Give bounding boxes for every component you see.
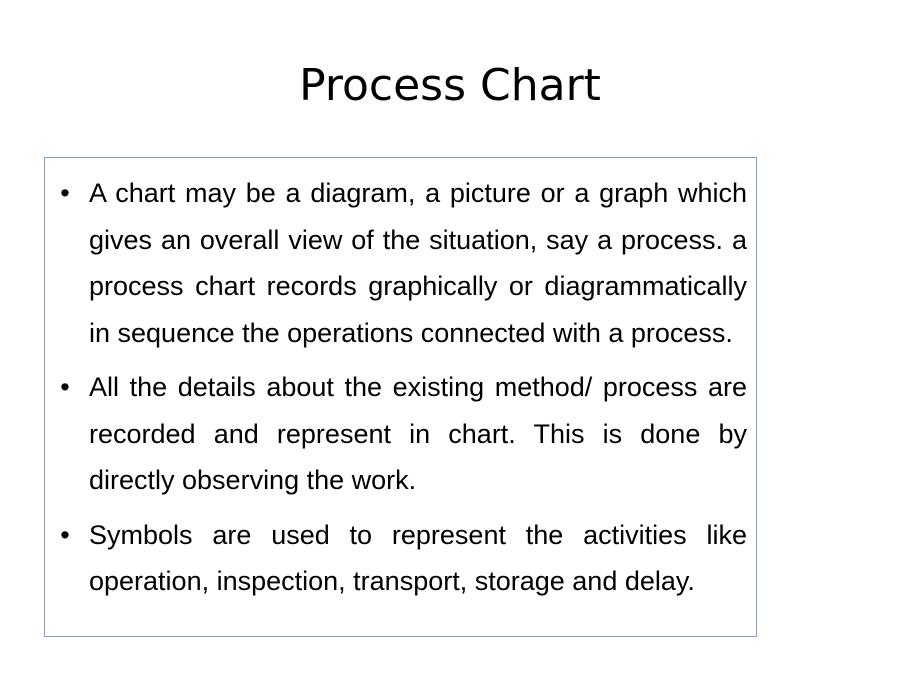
content-box[interactable] (44, 157, 757, 637)
slide-title: Process Chart (299, 60, 601, 111)
bullet-item-2 (45, 364, 756, 504)
bullet-text: A chart may be a diagram, a picture or a graph which gives an overall view of the situation, say a process. a process chart records graphically or diagrammatically in sequence the operations connected with a process. (89, 178, 747, 348)
bullet-item-3 (45, 512, 756, 605)
bullet-dot-icon: • (60, 519, 70, 550)
bullet-dot-icon: • (60, 178, 70, 208)
bullet-text: Symbols are used to represent the activities like operation, inspection, transport, storage and delay. (89, 519, 747, 596)
bullet-item-1 (45, 170, 756, 356)
bullet-text: All the details about the existing method/ process are recorded and represent in chart. This is done by directly observing the work. (89, 372, 747, 495)
bullet-list (45, 170, 756, 613)
bullet-dot-icon: • (60, 372, 70, 402)
